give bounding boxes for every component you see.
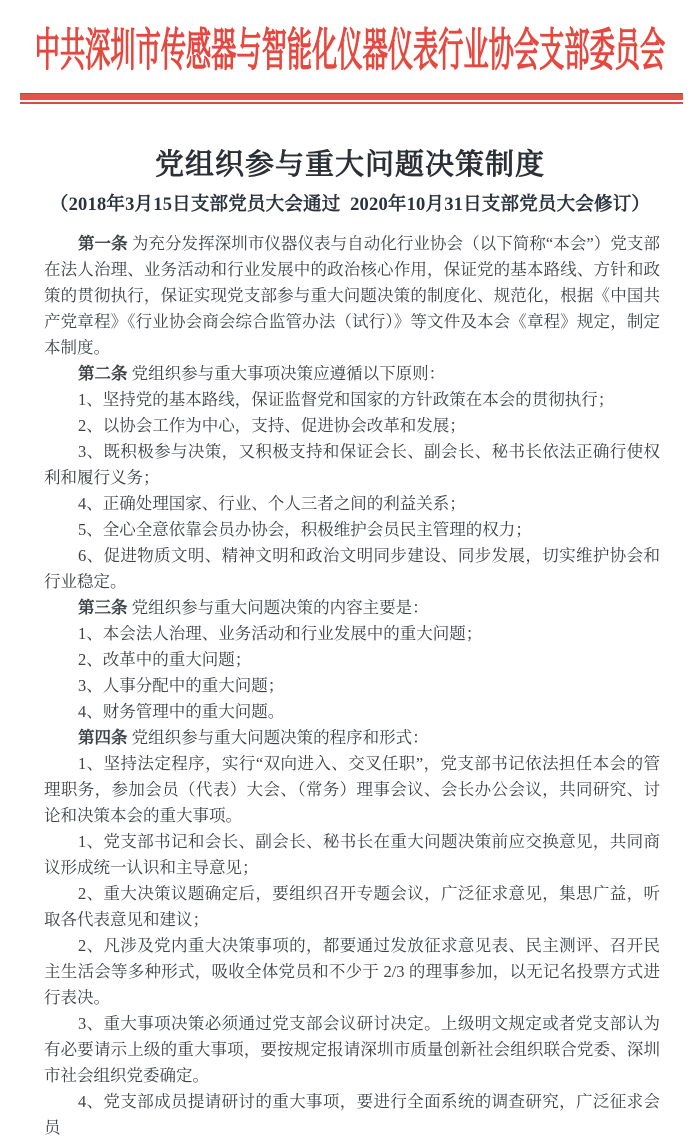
paragraph-text: 4、正确处理国家、行业、个人三者之间的利益关系； — [78, 494, 466, 513]
paragraph-text: 党组织参与重大问题决策的程序和形式： — [131, 728, 429, 747]
article-label: 第一条 — [78, 234, 128, 253]
body-paragraph — [44, 387, 660, 413]
paragraph-text: 5、全心全意依靠会员办协会，积极维护会员民主管理的权力； — [78, 520, 532, 539]
body-paragraph — [44, 491, 660, 517]
divider-thick-line — [20, 93, 683, 100]
paragraph-text: 4、党支部成员提请研讨的重大事项，要进行全面系统的调查研究，广泛征求会员 — [44, 1092, 660, 1137]
paragraph-text: 1、党支部书记和会长、副会长、秘书长在重大问题决策前应交换意见，共同商议形成统一认识和主导意见； — [44, 832, 660, 877]
divider-thin-line — [20, 102, 683, 104]
document-title: 党组织参与重大问题决策制度 — [154, 149, 545, 181]
letterhead-org-name: 中共深圳市传感器与智能化仪器仪表行业协会支部委员会 — [34, 25, 666, 76]
body-paragraph — [44, 517, 660, 543]
body-paragraph — [44, 621, 660, 647]
paragraph-text: 3、既积极参与决策，又积极支持和保证会长、副会长、秘书长依法正确行使权利和履行义务； — [44, 442, 660, 487]
paragraph-text: 4、财务管理中的重大问题。 — [78, 702, 285, 721]
letterhead-divider-rule — [20, 93, 683, 104]
body-paragraph — [44, 751, 660, 829]
paragraph-text: 6、促进物质文明、精神文明和政治文明同步建设、同步发展，切实维护协会和行业稳定。 — [44, 546, 660, 591]
body-paragraph — [44, 725, 660, 751]
paragraph-text: 为充分发挥深圳市仪器仪表与自动化行业协会（以下简称“本会”）党支部在法人治理、业务活动和行业发展中的政治核心作用，保证党的基本路线、方针和政策的贯彻执行，保证实现党支部参与重大问题决策的制度化、规范化，根据《中国共产党章程》《行业协会商会综合监管办法（试行）》等文件及本会《章程》规定，制定本制度。 — [44, 234, 660, 357]
body-paragraph — [44, 647, 660, 673]
paragraph-text: 2、以协会工作为中心，支持、促进协会改革和发展； — [78, 416, 466, 435]
paragraph-text: 3、重大事项决策必须通过党支部会议研讨决定。上级明文规定或者党支部认为有必要请示上级的重大事项，要按规定报请深圳市质量创新社会组织联合党委、深圳市社会组织党委确定。 — [44, 1014, 660, 1085]
body-paragraph — [44, 595, 660, 621]
body-paragraph — [44, 699, 660, 725]
document-subtitle: （2018年3月15日支部党员大会通过 2020年10月31日支部党员大会修订） — [49, 195, 651, 215]
body-paragraph — [44, 439, 660, 491]
paragraph-text: 2、改革中的重大问题； — [78, 650, 252, 669]
paragraph-text: 1、坚持党的基本路线，保证监督党和国家的方针政策在本会的贯彻执行； — [78, 390, 615, 409]
paragraph-text: 2、凡涉及党内重大决策事项的，都要通过发放征求意见表、民主测评、召开民主生活会等多种形式，吸收全体党员和不少于 2/3 的理事参加，以无记名投票方式进行表决。 — [44, 936, 660, 1007]
body-paragraph — [44, 933, 660, 1011]
paragraph-text: 党组织参与重大问题决策的内容主要是： — [131, 598, 429, 617]
paragraph-text: 2、重大决策议题确定后，要组织召开专题会议，广泛征求意见，集思广益，听取各代表意见和建议； — [44, 884, 660, 929]
article-label: 第三条 — [78, 598, 128, 617]
body-paragraph — [44, 413, 660, 439]
article-label: 第四条 — [78, 728, 128, 747]
body-paragraph — [44, 1089, 660, 1141]
body-paragraph — [44, 829, 660, 881]
body-paragraph — [44, 231, 660, 361]
document-body — [44, 231, 660, 1141]
body-paragraph — [44, 1011, 660, 1089]
paragraph-text: 1、本会法人治理、业务活动和行业发展中的重大问题； — [78, 624, 483, 643]
paragraph-text: 3、人事分配中的重大问题； — [78, 676, 285, 695]
article-label: 第二条 — [78, 364, 128, 383]
body-paragraph — [44, 673, 660, 699]
paragraph-text: 1、坚持法定程序，实行“双向进入、交叉任职”，党支部书记依法担任本会的管理职务，参加会员（代表）大会、（常务）理事会议、会长办公会议，共同研究、讨论和决策本会的重大事项。 — [44, 754, 660, 825]
paragraph-text: 党组织参与重大事项决策应遵循以下原则： — [131, 364, 446, 383]
body-paragraph — [44, 543, 660, 595]
body-paragraph — [44, 361, 660, 387]
body-paragraph — [44, 881, 660, 933]
